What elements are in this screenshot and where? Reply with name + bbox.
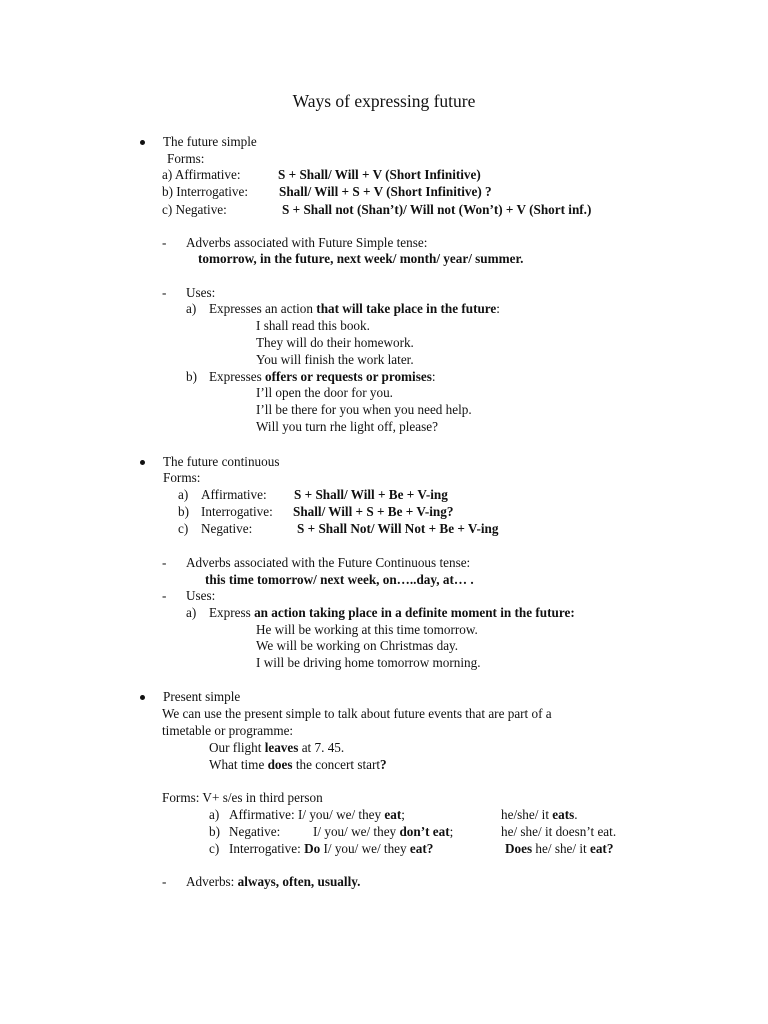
- use-b-text: Expresses offers or requests or promises:: [209, 369, 436, 384]
- list-marker: b): [178, 504, 189, 519]
- forms-label: Forms: V+ s/es in third person: [162, 790, 323, 805]
- interrogative-formula: Shall/ Will + S + V (Short Infinitive) ?: [279, 184, 492, 199]
- affirmative-form-third: he/she/ it eats.: [501, 807, 578, 822]
- negative-label: Negative:: [201, 521, 253, 536]
- adverbs-list: tomorrow, in the future, next week/ month/ year/ summer.: [198, 251, 524, 266]
- dash-marker: -: [162, 588, 167, 603]
- example-sentence: Will you turn rhe light off, please?: [256, 419, 438, 434]
- list-marker: c): [178, 521, 189, 536]
- bullet-future-simple: [140, 140, 145, 145]
- forms-label: Forms:: [163, 470, 201, 485]
- negative-label: Negative:: [229, 824, 281, 839]
- dash-marker: -: [162, 285, 167, 300]
- list-marker: a): [209, 807, 220, 822]
- bullet-present-simple: [140, 695, 145, 700]
- dash-marker: -: [162, 235, 167, 250]
- example-sentence: I’ll be there for you when you need help.: [256, 402, 472, 417]
- list-marker: b): [186, 369, 197, 384]
- affirmative-formula: S + Shall/ Will + Be + V-ing: [294, 487, 448, 502]
- example-sentence: He will be working at this time tomorrow.: [256, 622, 478, 637]
- adverbs-intro: Adverbs associated with Future Simple tense:: [186, 235, 428, 250]
- example-sentence: Our flight leaves at 7. 45.: [209, 740, 345, 755]
- dash-marker: -: [162, 555, 167, 570]
- list-marker: a): [186, 605, 197, 620]
- interrogative-form-third: Does he/ she/ it eat?: [505, 841, 614, 856]
- list-marker: b): [209, 824, 220, 839]
- forms-label: Forms:: [167, 151, 205, 166]
- adverbs-intro: Adverbs associated with the Future Continuous tense:: [186, 555, 471, 570]
- affirmative-formula: S + Shall/ Will + V (Short Infinitive): [278, 167, 481, 182]
- negative-label: c) Negative:: [162, 202, 227, 217]
- heading-future-continuous: The future continuous: [163, 454, 280, 469]
- example-sentence: I will be driving home tomorrow morning.: [256, 655, 481, 670]
- intro-text: We can use the present simple to talk about future events that are part of a: [162, 706, 552, 721]
- adverbs-text: Adverbs: always, often, usually.: [186, 874, 361, 889]
- uses-label: Uses:: [186, 285, 216, 300]
- heading-present-simple: Present simple: [163, 689, 241, 704]
- heading-future-simple: The future simple: [163, 134, 257, 149]
- interrogative-label: b) Interrogative:: [162, 184, 249, 199]
- list-marker: c): [209, 841, 220, 856]
- use-a-text: Express an action taking place in a definite moment in the future:: [209, 605, 575, 620]
- uses-label: Uses:: [186, 588, 216, 603]
- example-sentence: You will finish the work later.: [256, 352, 414, 367]
- affirmative-form: Affirmative: I/ you/ we/ they eat;: [229, 807, 405, 822]
- adverbs-list: this time tomorrow/ next week, on…..day, at… .: [205, 572, 474, 587]
- page-title: Ways of expressing future: [292, 91, 476, 111]
- example-sentence: They will do their homework.: [256, 335, 414, 350]
- affirmative-label: a) Affirmative:: [162, 167, 241, 182]
- bullet-future-continuous: [140, 460, 145, 465]
- negative-form: I/ you/ we/ they don’t eat;: [313, 824, 454, 839]
- list-marker: a): [186, 301, 197, 316]
- dash-marker: -: [162, 874, 167, 889]
- negative-formula: S + Shall Not/ Will Not + Be + V-ing: [297, 521, 499, 536]
- example-sentence: We will be working on Christmas day.: [256, 638, 459, 653]
- affirmative-label: Affirmative:: [201, 487, 267, 502]
- intro-text: timetable or programme:: [162, 723, 294, 738]
- use-a-text: Expresses an action that will take place in the future:: [209, 301, 500, 316]
- negative-form-third: he/ she/ it doesn’t eat.: [501, 824, 617, 839]
- list-marker: a): [178, 487, 189, 502]
- example-sentence: I shall read this book.: [256, 318, 370, 333]
- interrogative-formula: Shall/ Will + S + Be + V-ing?: [293, 504, 454, 519]
- example-sentence: I’ll open the door for you.: [256, 385, 393, 400]
- example-sentence: What time does the concert start?: [209, 757, 387, 772]
- negative-formula: S + Shall not (Shan’t)/ Will not (Won’t) + V (Short inf.): [282, 202, 592, 217]
- interrogative-form: Interrogative: Do I/ you/ we/ they eat?: [229, 841, 434, 856]
- interrogative-label: Interrogative:: [201, 504, 273, 519]
